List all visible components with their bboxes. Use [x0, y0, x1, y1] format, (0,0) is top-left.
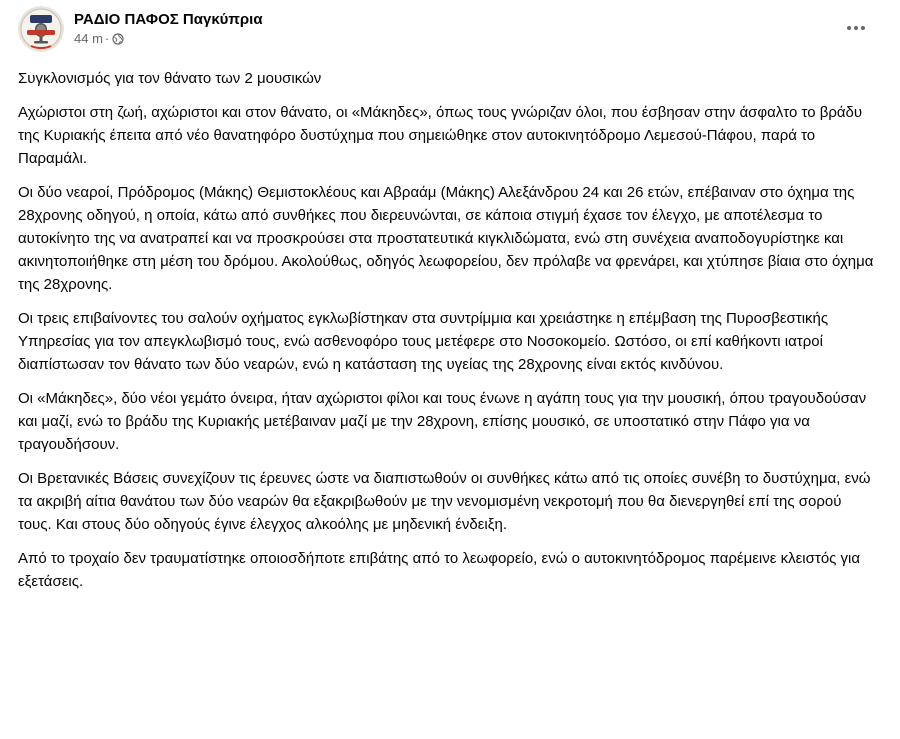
page-name-link[interactable]: ΡΑΔΙΟ ΠΑΦΟΣ Παγκύπρια	[74, 11, 263, 28]
post-meta	[74, 30, 263, 47]
post-paragraph: Οι τρεις επιβαίνοντες του σαλούν οχήματος εγκλωβίστηκαν στα συντρίμμια και χρειάστηκε η επέμβαση της Πυροσβεστικής Υπηρεσίας για τον απεγκλωβισμό τους, ενώ ασθενοφόρο τους μετέφερε στο Νοσοκομείο. Ωστόσο, οι επί καθήκοντι ιατροί διαπίστωσαν τον θάνατο των δύο νεαρών, ενώ η κατάσταση της υγείας της 28χρονης είναι εκτός κινδύνου.	[18, 310, 829, 373]
post-paragraph: Αχώριστοι στη ζωή, αχώριστοι και στον θάνατο, οι «Μάκηδες», όπως τους γνώριζαν όλοι, που έσβησαν στην άσφαλτο το βράδυ της Κυριακής έπειτα από νέο θανατηφόρο δυστύχημα που σημειώθηκε στον αυτοκινητόδρομο Λεμεσού-Πάφου, παρά το Παραμάλι.	[18, 104, 863, 167]
radio-logo-icon	[18, 6, 64, 52]
post-header	[18, 0, 882, 58]
post-headline: Συγκλονισμός για τον θάνατο των 2 μουσικών	[18, 70, 322, 87]
globe-icon[interactable]	[112, 33, 124, 45]
post-paragraph: Οι «Μάκηδες», δύο νέοι γεμάτο όνειρα, ήταν αχώριστοι φίλοι και τους ένωνε η αγάπη τους για την μουσική, όπου τραγουδούσαν και μαζί, ενώ το βράδυ της Κυριακής μετέβαιναν μαζί με την 28χρονη, επίσης μουσικό, σε υποστατικό στην Πάφο για να τραγουδήσουν.	[18, 390, 867, 453]
post-body	[18, 67, 882, 593]
page-avatar[interactable]	[18, 6, 64, 52]
more-options-button[interactable]	[838, 10, 874, 46]
post-paragraph: Οι Βρετανικές Βάσεις συνεχίζουν τις έρευνες ώστε να διαπιστωθούν οι συνθήκες κάτω από τις οποίες συνέβη το δυστύχημα, ενώ τα ακριβή αίτια θανάτου των δύο νεαρών θα εξακριβωθούν με την νενομισμένη νεκροτομή που θα διενεργηθεί επί της σορού τους. Και στους δύο οδηγούς έγινε έλεγχος αλκοόλης με μηδενική ένδειξη.	[18, 470, 871, 533]
meta-separator: ·	[104, 31, 110, 46]
post-timestamp[interactable]: 44 m	[74, 31, 103, 46]
header-text	[74, 10, 263, 47]
post-paragraph: Οι δύο νεαροί, Πρόδρομος (Μάκης) Θεμιστοκλέους και Αβραάμ (Μάκης) Αλεξάνδρου 24 και 26 ετών, επέβαιναν στο όχημα της 28χρονης οδηγού, η οποία, κάτω από συνθήκες που διερευνώνται, σε κάποια στιγμή έχασε τον έλεγχο, με αποτέλεσμα το αυτοκίνητο της να ανατραπεί και να προσκρούσει στα προστατευτικά κιγκλιδώματα, ενώ στη συνέχεια αναποδογυρίστηκε και ακινητοποιήθηκε στη μέση του δρόμου. Ακολούθως, οδηγός λεωφορείου, δεν πρόλαβε να φρενάρει, και χτύπησε βίαια στο όχημα της 28χρονης.	[18, 184, 874, 293]
more-horizontal-icon	[846, 25, 866, 31]
post-paragraph: Από το τροχαίο δεν τραυματίστηκε οποιοσδήποτε επιβάτης από το λεωφορείο, ενώ ο αυτοκινητόδρομος παρέμεινε κλειστός για εξετάσεις.	[18, 550, 861, 590]
